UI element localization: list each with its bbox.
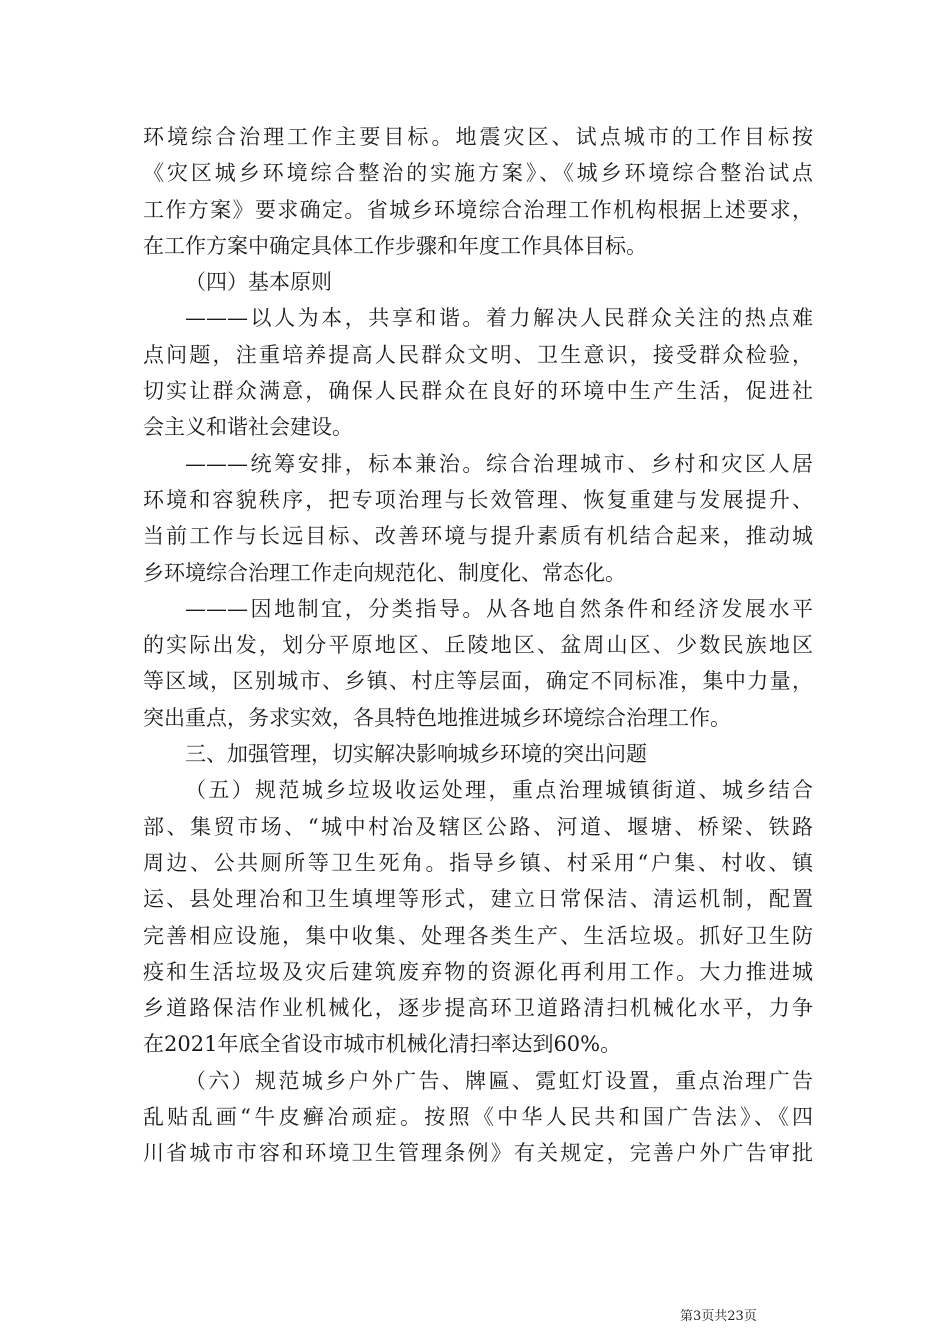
body-text	[143, 119, 813, 1172]
text-line: 切实让群众满意，确保人民群众在良好的环境中生产生活，促进社	[143, 379, 813, 404]
text-line: ———统筹安排，标本兼治。综合治理城市、乡村和灾区人居	[185, 451, 813, 476]
text-line: 工作方案》要求确定。省城乡环境综合治理工作机构根据上述要求，	[143, 197, 813, 222]
section-heading: （四）基本原则	[185, 270, 332, 295]
text-line: 当前工作与长远目标、改善环境与提升素质有机结合起来，推动城	[143, 524, 813, 549]
text-line: 在2021年底全省设市城市机械化清扫率达到60%。	[143, 1032, 622, 1057]
text-line: 的实际出发，划分平原地区、丘陵地区、盆周山区、少数民族地区	[143, 633, 813, 658]
text-line: 乡环境综合治理工作走向规范化、制度化、常态化。	[143, 560, 626, 585]
text-line: 部、集贸市场、“城中村冶及辖区公路、河道、堰塘、桥梁、铁路	[143, 814, 813, 839]
text-line: ———因地制宜，分类指导。从各地自然条件和经济发展水平	[185, 596, 813, 621]
text-line: 乡道路保洁作业机械化，逐步提高环卫道路清扫机械化水平，力争	[143, 996, 813, 1021]
text-line: 环境综合治理工作主要目标。地震灾区、试点城市的工作目标按	[143, 125, 813, 149]
text-line: ———以人为本，共享和谐。着力解决人民群众关注的热点难	[185, 306, 813, 331]
text-line: 点问题，注重培养提高人民群众文明、卫生意识，接受群众检验，	[143, 342, 813, 367]
page-number: 第3页共23页	[680, 1309, 757, 1324]
text-line: 《灾区城乡环境综合整治的实施方案》、《城乡环境综合整治试点	[143, 161, 813, 186]
text-line: （六）规范城乡户外广告、牌匾、霓虹灯设置，重点治理广告	[185, 1068, 813, 1093]
text-line: 环境和容貌秩序，把专项治理与长效管理、恢复重建与发展提升、	[143, 487, 813, 512]
text-line: 在工作方案中确定具体工作步骤和年度工作具体目标。	[143, 233, 647, 258]
text-line: （五）规范城乡垃圾收运处理，重点治理城镇街道、城乡结合	[185, 778, 813, 803]
text-line: 乱贴乱画“牛皮癣冶顽症。按照《中华人民共和国广告法》、《四	[143, 1105, 813, 1130]
text-line: 周边、公共厕所等卫生死角。指导乡镇、村采用“户集、村收、镇	[143, 850, 813, 875]
text-line: 等区域，区别城市、乡镇、村庄等层面，确定不同标准，集中力量，	[143, 669, 813, 694]
text-line: 运、县处理冶和卫生填埋等形式，建立日常保洁、清运机制，配置	[143, 887, 813, 912]
text-line: 完善相应设施，集中收集、处理各类生产、生活垃圾。抓好卫生防	[143, 923, 813, 948]
text-line: 疫和生活垃圾及灾后建筑废弃物的资源化再利用工作。大力推进城	[143, 959, 813, 984]
text-line: 会主义和谐社会建设。	[143, 415, 353, 440]
text-line: 川省城市市容和环境卫生管理条例》有关规定，完善户外广告审批	[143, 1141, 813, 1166]
section-heading: 三、加强管理，切实解决影响城乡环境的突出问题	[185, 742, 647, 767]
text-line: 突出重点，务求实效，各具特色地推进城乡环境综合治理工作。	[143, 705, 731, 730]
